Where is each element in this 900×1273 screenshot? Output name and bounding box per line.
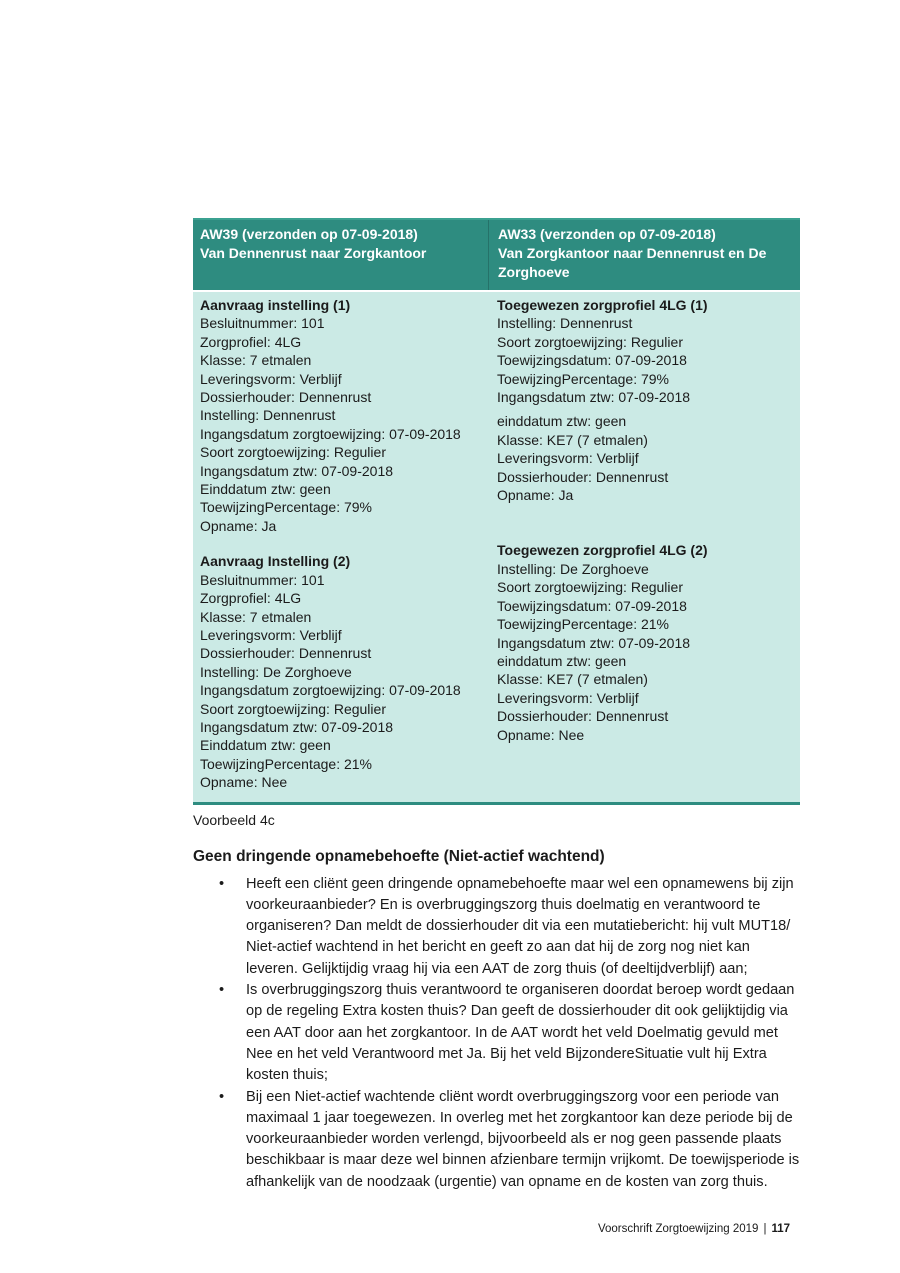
field-line: Dossierhouder: Dennenrust xyxy=(497,708,669,725)
header-left-line1: AW39 (verzonden op 07-09-2018) xyxy=(200,226,418,242)
table-body xyxy=(193,292,800,805)
bullet-icon: • xyxy=(219,1088,225,1105)
field-line: Leveringsvorm: Verblijf xyxy=(497,450,639,467)
field-line: einddatum ztw: geen xyxy=(497,413,627,430)
field-line: Klasse: 7 etmalen xyxy=(200,608,312,625)
page-footer xyxy=(598,1222,790,1236)
field-line: Ingangsdatum zorgtoewijzing: 07-09-2018 xyxy=(200,682,461,699)
footer-separator: | xyxy=(763,1223,767,1235)
toegewezen-block-2 xyxy=(497,541,794,743)
table-header-right xyxy=(488,220,800,290)
block-title: Aanvraag instelling (1) xyxy=(200,297,351,313)
list-item xyxy=(193,980,800,1086)
table-header-left xyxy=(193,220,488,290)
bullet-text: Heeft een cliënt geen dringende opnamebehoefte maar wel een opnamewens bij zijn voorkeuraanbieder? En is overbruggingszorg thuis doelmatig en verantwoord te organiseren? Dan meldt de dossierhouder dit via een mutatiebericht: hij vult MUT18/ Niet-actief wachtend in het bericht en geeft zo aan dat hij de zorg nog niet kan leveren. Gelijktijdig vraag hij via een AAT de zorg thuis (of deeltijdverblijf) aan; xyxy=(246,875,794,977)
field-line: Besluitnummer: 101 xyxy=(200,571,325,588)
header-right-line2: Van Zorgkantoor naar Dennenrust en De Zorghoeve xyxy=(498,245,767,280)
block-title: Toegewezen zorgprofiel 4LG (2) xyxy=(497,542,708,559)
field-line: ToewijzingPercentage: 21% xyxy=(497,616,669,633)
field-line: Ingangsdatum ztw: 07-09-2018 xyxy=(497,389,691,406)
field-line: Instelling: Dennenrust xyxy=(200,407,336,424)
field-line: Soort zorgtoewijzing: Regulier xyxy=(497,333,683,350)
bullet-icon: • xyxy=(219,982,225,999)
field-line: Opname: Ja xyxy=(497,487,574,504)
field-line: Leveringsvorm: Verblijf xyxy=(200,370,342,387)
field-line: Ingangsdatum ztw: 07-09-2018 xyxy=(200,718,394,735)
field-line: Leveringsvorm: Verblijf xyxy=(497,689,639,706)
field-line: Instelling: De Zorghoeve xyxy=(497,560,649,577)
bullet-text: Bij een Niet-actief wachtende cliënt wordt overbruggingszorg voor een periode van maximaal 1 jaar toegewezen. In overleg met het zorgkantoor kan deze periode bij de voorkeuraanbieder worden verlengd, bijvoorbeeld als er nog geen passende plaats beschikbaar is maar deze wel binnen afzienbare termijn vrijkomt. De toewijsperiode is afhankelijk van de noodzaak (urgentie) van opname en de kosten van zorg thuis. xyxy=(246,1088,800,1190)
field-line: Einddatum ztw: geen xyxy=(200,737,331,754)
field-line: Zorgprofiel: 4LG xyxy=(200,590,302,607)
field-line: Instelling: Dennenrust xyxy=(497,315,633,332)
section-heading: Geen dringende opnamebehoefte (Niet-actief wachtend) xyxy=(193,847,605,865)
block-title: Aanvraag Instelling (2) xyxy=(200,553,351,570)
field-line: Opname: Ja xyxy=(200,517,277,534)
field-line: ToewijzingPercentage: 21% xyxy=(200,755,372,772)
field-line: Dossierhouder: Dennenrust xyxy=(497,468,669,485)
field-line: ToewijzingPercentage: 79% xyxy=(200,499,372,516)
table-header-row xyxy=(193,218,800,290)
voorbeeld-table xyxy=(193,218,800,805)
field-line: Leveringsvorm: Verblijf xyxy=(200,626,342,643)
page-number: 117 xyxy=(771,1223,790,1235)
list-item xyxy=(193,1087,800,1193)
bullet-list xyxy=(193,874,800,1193)
bullet-icon: • xyxy=(219,875,225,892)
field-line: Dossierhouder: Dennenrust xyxy=(200,645,372,662)
field-line: Zorgprofiel: 4LG xyxy=(200,333,302,350)
field-line: Klasse: 7 etmalen xyxy=(200,352,312,369)
page-content xyxy=(193,218,800,1193)
field-line: Besluitnummer: 101 xyxy=(200,315,325,332)
aanvraag-block-1 xyxy=(200,296,482,535)
list-item xyxy=(193,874,800,980)
field-line: Toewijzingsdatum: 07-09-2018 xyxy=(497,352,687,369)
toegewezen-block-1 xyxy=(497,296,794,504)
field-line: einddatum ztw: geen xyxy=(497,652,627,669)
field-line: Klasse: KE7 (7 etmalen) xyxy=(497,671,648,688)
header-left-line2: Van Dennenrust naar Zorgkantoor xyxy=(200,245,427,261)
field-line: Soort zorgtoewijzing: Regulier xyxy=(497,579,683,596)
field-line: Dossierhouder: Dennenrust xyxy=(200,389,372,406)
field-line: Opname: Nee xyxy=(497,726,585,743)
field-line: Ingangsdatum zorgtoewijzing: 07-09-2018 xyxy=(200,425,461,442)
field-line: ToewijzingPercentage: 79% xyxy=(497,370,669,387)
table-column-right xyxy=(488,296,800,792)
field-line: Soort zorgtoewijzing: Regulier xyxy=(200,444,386,461)
field-line: Toewijzingsdatum: 07-09-2018 xyxy=(497,597,687,614)
block-title: Toegewezen zorgprofiel 4LG (1) xyxy=(497,297,708,313)
footer-title: Voorschrift Zorgtoewijzing 2019 xyxy=(597,1223,759,1235)
header-right-line1: AW33 (verzonden op 07-09-2018) xyxy=(498,226,716,242)
field-line: Instelling: De Zorghoeve xyxy=(200,663,352,680)
table-column-left xyxy=(193,296,488,792)
field-line: Einddatum ztw: geen xyxy=(200,481,331,498)
field-line: Soort zorgtoewijzing: Regulier xyxy=(200,700,386,717)
field-line: Klasse: KE7 (7 etmalen) xyxy=(497,431,648,448)
field-line: Ingangsdatum ztw: 07-09-2018 xyxy=(200,462,394,479)
table-caption: Voorbeeld 4c xyxy=(193,811,275,828)
bullet-text: Is overbruggingszorg thuis verantwoord te organiseren doordat beroep wordt gedaan op de regeling Extra kosten thuis? Dan geeft de dossierhouder dit ook gelijktijdig via een AAT door aan het zorgkantoor. In de AAT wordt het veld Doelmatig gevuld met Nee en het veld Verantwoord met Ja. Bij het veld BijzondereSituatie vult hij Extra kosten thuis; xyxy=(246,982,795,1084)
field-line: Opname: Nee xyxy=(200,774,288,791)
field-line: Ingangsdatum ztw: 07-09-2018 xyxy=(497,634,691,651)
aanvraag-block-2 xyxy=(200,552,482,791)
